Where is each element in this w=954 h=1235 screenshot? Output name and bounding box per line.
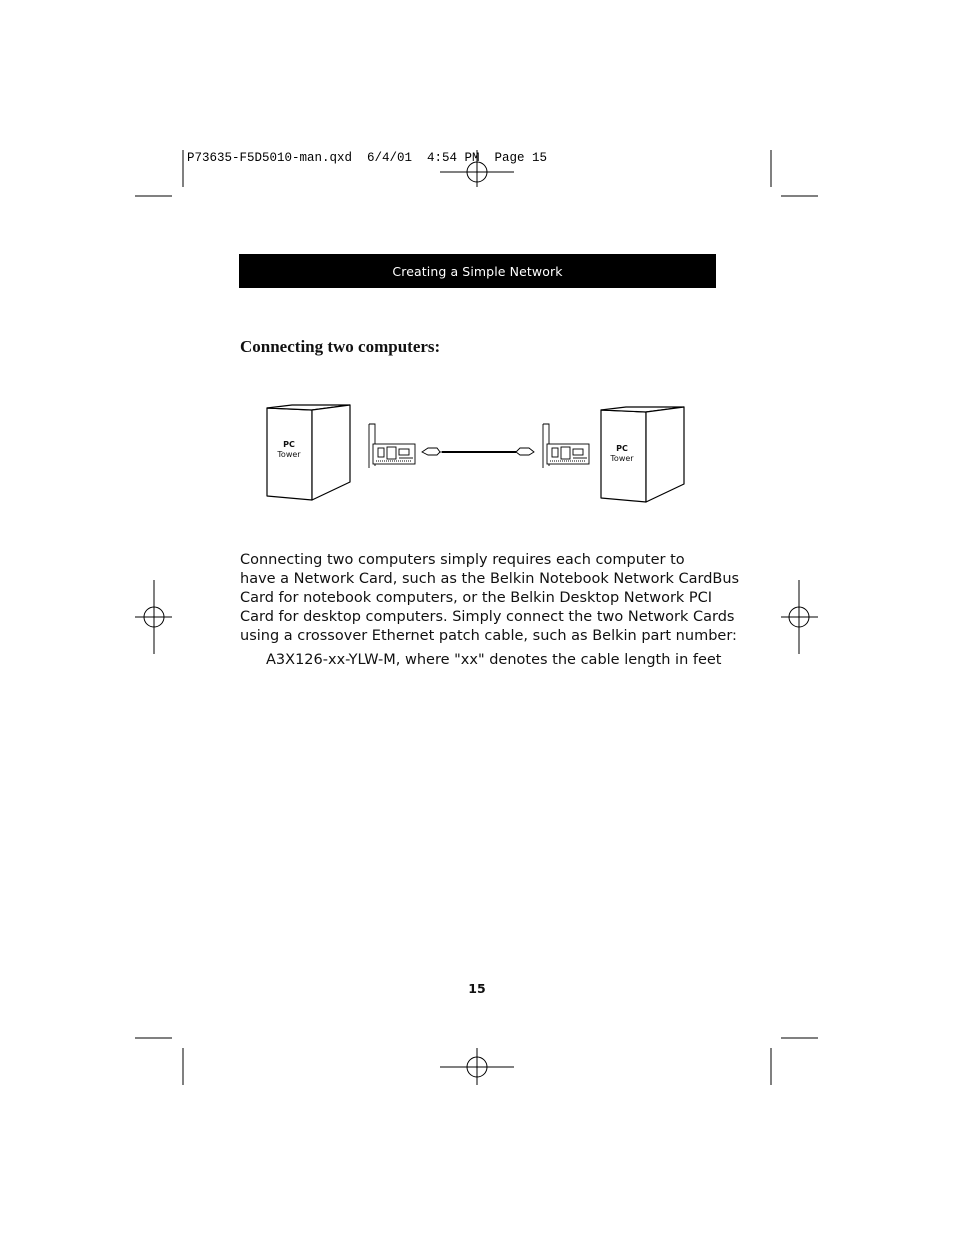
body-paragraph [240, 551, 740, 646]
network-card-icon [369, 424, 415, 468]
body-line: have a Network Card, such as the Belkin Notebook Network CardBus [240, 571, 740, 587]
part-number-line: A3X126-xx-YLW-M, where "xx" denotes the cable length in feet [266, 652, 722, 668]
body-line: using a crossover Ethernet patch cable, such as Belkin part number: [240, 628, 737, 644]
registration-mark-right [781, 580, 818, 654]
body-line: Card for desktop computers. Simply connect the two Network Cards [240, 609, 735, 625]
network-card-icon [543, 424, 589, 468]
print-slug: P73635-F5D5010-man.qxd 6/4/01 4:54 PM Page 15 [187, 151, 548, 165]
section-header-title: Creating a Simple Network [392, 263, 563, 279]
body-line: Connecting two computers simply requires each computer to [240, 552, 685, 568]
right-tower-label: PC Tower [610, 444, 634, 463]
ethernet-plug-icon [422, 448, 443, 455]
ethernet-plug-icon [516, 448, 534, 455]
registration-mark-left [135, 580, 172, 654]
left-tower-label: PC Tower [277, 440, 301, 459]
page-number: 15 [468, 981, 486, 996]
registration-mark-top [440, 150, 514, 187]
section-heading: Connecting two computers: [240, 337, 441, 356]
body-line: Card for notebook computers, or the Belkin Desktop Network PCI [240, 590, 713, 606]
network-diagram [262, 400, 692, 515]
registration-mark-bottom [440, 1048, 514, 1085]
section-header-bar [239, 254, 716, 288]
